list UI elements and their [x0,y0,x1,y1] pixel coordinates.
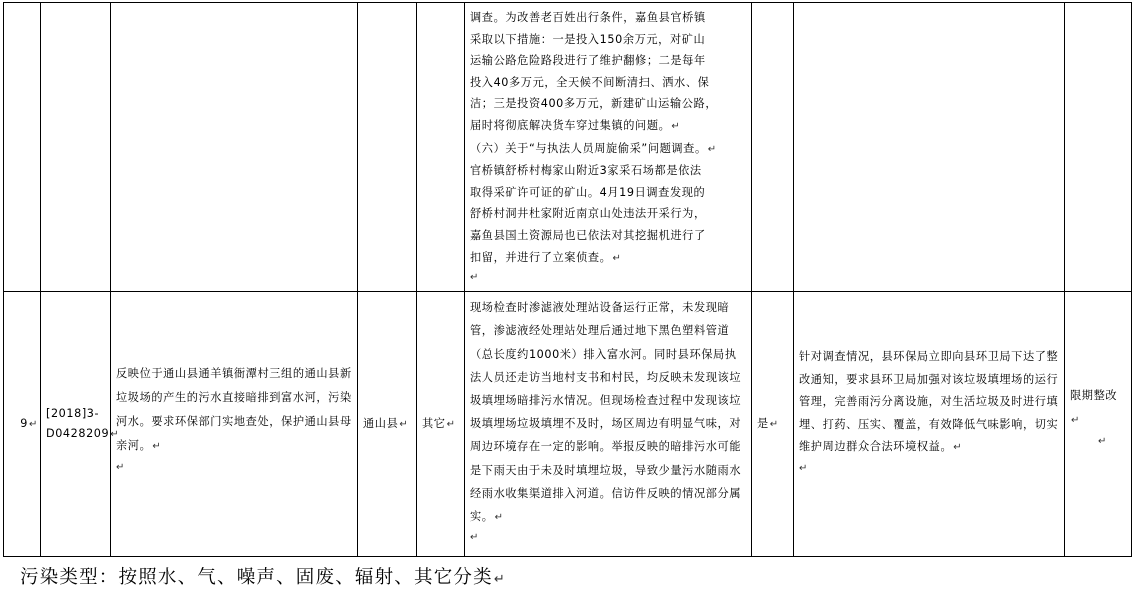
type-cell [417,3,465,292]
region-text: 通山县 [363,416,399,430]
region-cell [358,3,417,292]
complaint-table [3,2,1132,557]
seq-cell [4,3,41,292]
status-text: 限期整改 [1070,389,1118,403]
handling-cell [794,3,1065,292]
paragraph-mark-icon: ↵ [494,511,504,523]
paragraph-mark-icon: ↵ [399,418,409,430]
complaint-code: D0428209 [46,426,110,440]
result-line: 洁；三是投资400多万元，新建矿山运输公路， [470,97,718,111]
complaint-cell [111,292,358,557]
result-cell [465,3,752,292]
footer-note-text: 污染类型：按照水、气、噪声、固废、辐射、其它分类 [20,567,493,588]
handling-text: 针对调查情况，县环保局立即向县环卫局下达了整改通知，要求县环卫局加强对该垃圾填埋场的运行管理，完善雨污分离设施，对生活垃圾及时进行填埋、打药、压实、覆盖，有效降低气味影响，切实维护周边群众合法环境权益。 [799,350,1059,454]
paragraph-mark-icon: ↵ [110,428,120,440]
result-line: 投入40多万元，全天候不间断清扫、洒水、保 [470,75,710,89]
paragraph-mark-icon: ↵ [152,441,162,453]
region-cell [358,292,417,557]
result-line: 取得采矿许可证的矿山。4月19日调查发现的 [470,185,706,199]
pollution-type-note [20,563,506,589]
result-line: 调查。为改善老百姓出行条件，嘉鱼县官桥镇 [470,11,706,24]
result-line: 嘉鱼县国土资源局也已依法对其挖掘机进行了 [470,228,706,242]
paragraph-mark-icon: ↵ [612,252,622,264]
seq-number: 9 [20,416,29,430]
table-row [4,3,1132,292]
paragraph-mark-icon: ↵ [799,462,808,474]
paragraph-mark-icon: ↵ [29,418,38,430]
pollution-type-text: 其它 [422,416,446,430]
is-true-cell [752,3,794,292]
result-line: 采取以下措施：一是投入150余万元，对矿山 [470,32,706,46]
paragraph-mark-icon: ↵ [769,418,779,430]
result-line: 舒桥村洞井杜家附近南京山处违法开采行为， [470,207,706,221]
result-cell [465,292,752,557]
table-row [4,292,1132,557]
complaint-cell [111,3,358,292]
paragraph-mark-icon: ↵ [1071,415,1080,427]
result-line: （六）关于“与执法人员周旋偷采”问题调查。 [470,141,707,155]
paragraph-mark-icon: ↵ [470,272,479,284]
paragraph-mark-icon: ↵ [707,143,717,155]
handling-cell [794,292,1065,557]
paragraph-mark-icon: ↵ [446,418,456,430]
seq-cell [4,292,41,557]
result-line: 届时将彻底解决货车穿过集镇的问题。 [470,118,671,132]
code-cell [41,3,111,292]
complaint-text: 反映位于通山县通羊镇衙潭村三组的通山县新垃圾场的产生的污水直接暗排到富水河，污染河水。要求环保部门实地查处，保护通山县母亲河。 [116,367,352,453]
status-cell [1065,3,1132,292]
paragraph-mark-icon: ↵ [953,442,963,454]
paragraph-mark-icon: ↵ [671,120,681,132]
status-cell [1065,292,1132,557]
paragraph-mark-icon: ↵ [1098,436,1107,448]
paragraph-mark-icon: ↵ [470,532,479,544]
result-line: 扣留，并进行了立案侦查。 [470,250,612,264]
result-line: 运输公路危险路段进行了维护翻修；二是每年 [470,54,706,68]
result-line: 官桥镇舒桥村梅家山附近3家采石场都是依法 [470,164,702,178]
paragraph-mark-icon: ↵ [116,462,125,474]
type-cell [417,292,465,557]
complaint-code: [2018]3- [46,406,100,420]
paragraph-mark-icon: ↵ [493,572,506,587]
is-true-cell [752,292,794,557]
result-text: 现场检查时渗滤液处理站设备运行正常，未发现暗管，渗滤液经处理站处理后通过地下黑色塑料管道（总长度约1000米）排入富水河。同时县环保局执法人员还走访当地村支书和村民，均反映未发现该垃圾填埋场暗排污水情况。但现场检查过程中发现该垃圾填埋场垃圾填埋不及时，场区周边有明显气味，对周边环境存在一定的影响。举报反映的暗排污水可能是下雨天由于未及时填埋垃圾，导致少量污水随雨水经雨水收集渠道排入河道。信访件反映的情况部分属实。 [470,301,742,523]
is-true-text: 是 [757,416,769,430]
code-cell [41,292,120,557]
